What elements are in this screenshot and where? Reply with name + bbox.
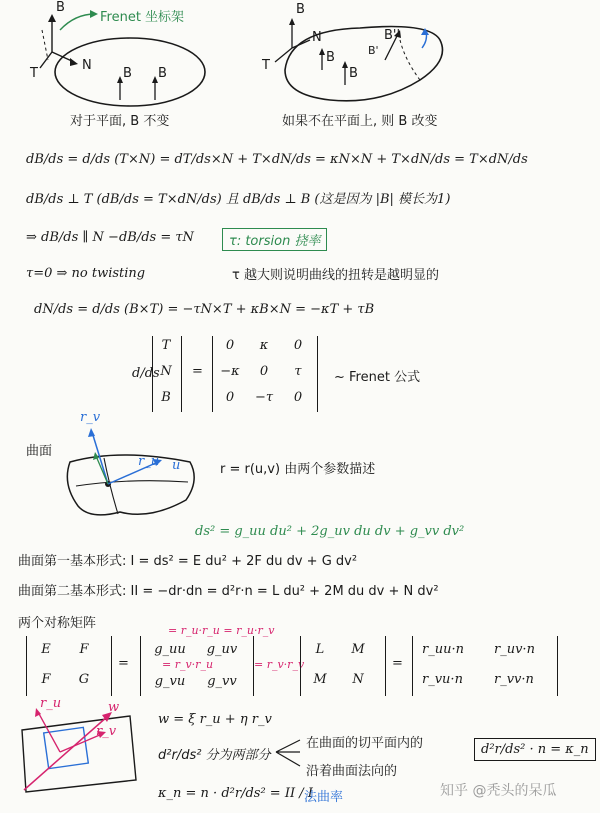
eq-db-perp: dB/ds ⊥ T (dB/ds = T×dN/ds) 且 dB/ds ⊥ B (这是因为 |B| 模长为1)	[26, 192, 451, 207]
normal-curvature-box: d²r/ds² · n = κ_n	[474, 738, 596, 761]
surface-u-label: u	[172, 458, 181, 473]
g-annot-side: = r_v·r_v	[254, 658, 305, 671]
g-annot-top: = r_u·r_u = r_u·r_v	[168, 624, 275, 637]
eq-db-ds: dB/ds = d/ds (T×N) = dT/ds×N + T×dN/ds = κN×N + T×dN/ds = T×dN/ds	[26, 152, 528, 167]
frenet-name: ~ Frenet 公式	[334, 370, 421, 385]
ds2-equation: ds² = g_uu du² + 2g_uv du dv + g_vv dv²	[195, 524, 465, 539]
rn-uv: r_uv·n	[494, 642, 535, 657]
first-fundamental-form: 曲面第一基本形式: I = ds² = E du² + 2F du dv + G dv²	[18, 554, 358, 569]
kn-equation: κ_n = n · d²r/ds² = II / I	[158, 786, 313, 801]
w-equation: w = ξ r_u + η r_v	[158, 712, 272, 727]
frenet-m-8: 0	[293, 390, 303, 405]
split-part-normal: 沿着曲面法向的	[306, 764, 398, 779]
vec-b-right-3: B	[349, 66, 358, 81]
g-annot-mid: = r_v·r_u	[162, 658, 214, 671]
surface-ru-label: r_u	[138, 454, 160, 469]
frenet-m-0: 0	[225, 338, 235, 353]
lmn-l: L	[315, 642, 325, 657]
d2r-split: d²r/ds² 分为两部分	[158, 748, 271, 763]
frenet-m-1: κ	[259, 338, 269, 353]
efg-g: G	[78, 672, 90, 687]
bottom-w-label: w	[108, 700, 120, 715]
frenet-d-ds: d/ds	[132, 366, 160, 381]
g-uu: g_uu	[154, 642, 186, 657]
rn-vu: r_vu·n	[422, 672, 463, 687]
surface-desc: r = r(u,v) 由两个参数描述	[220, 462, 376, 477]
g-vv: g_vv	[207, 674, 237, 689]
lmn-m2: M	[313, 672, 327, 687]
second-fundamental-form: 曲面第二基本形式: II = −dr·dn = d²r·n = L du² + 2M du dv + N dv²	[18, 584, 439, 599]
rn-vv: r_vv·n	[494, 672, 534, 687]
vec-t-right: T	[262, 58, 270, 73]
bottom-ru-label: r_u	[40, 696, 62, 711]
frenet-m-7: −τ	[254, 390, 274, 405]
vec-bp-label: B'	[368, 44, 379, 57]
frenet-m-5: τ	[294, 364, 302, 379]
kn-name: 法曲率	[304, 790, 344, 805]
two-symmetric-matrices: 两个对称矩阵	[18, 616, 97, 631]
g-vu: g_vu	[154, 674, 186, 689]
surface-rv-label: r_v	[80, 410, 101, 425]
split-part-tangent: 在曲面的切平面内的	[306, 736, 424, 751]
right-caption: 如果不在平面上, 则 B 改变	[282, 114, 438, 129]
vec-bpp-label: B''	[384, 28, 401, 43]
left-caption: 对于平面, B 不变	[70, 114, 170, 129]
vec-b-label: B	[56, 0, 65, 15]
watermark: 知乎 @秃头的呆瓜	[440, 783, 557, 799]
eq-db-parallel: ⇒ dB/ds ∥ N −dB/ds = τN	[26, 230, 194, 245]
vec-n-right: N	[312, 30, 322, 45]
vec-b-label-2: B	[123, 66, 132, 81]
eq-no-twisting: τ=0 ⇒ no twisting	[26, 266, 146, 281]
surface-title: 曲面	[26, 444, 53, 459]
efg-e: E	[41, 642, 51, 657]
efg-f2: F	[41, 672, 51, 687]
lmn-m1: M	[351, 642, 365, 657]
vec-b-right: B	[296, 2, 305, 17]
vec-t-label: T	[30, 66, 38, 81]
frenet-m-2: 0	[293, 338, 303, 353]
vec-b-right-2: B	[326, 50, 335, 65]
bottom-rv-label: r_v	[96, 724, 117, 739]
frenet-m-3: −κ	[220, 364, 240, 379]
vec-n-label: N	[82, 58, 92, 73]
lmn-n: N	[352, 672, 364, 687]
frenet-m-4: 0	[259, 364, 269, 379]
vec-b-label-3: B	[158, 66, 167, 81]
frenet-label: Frenet 坐标架	[100, 10, 185, 25]
torsion-box: τ: torsion 挠率	[222, 228, 327, 251]
frenet-vec-n: N	[160, 364, 172, 379]
torsion-meaning: τ 越大则说明曲线的扭转是越明显的	[232, 268, 439, 283]
efg-f1: F	[79, 642, 89, 657]
eq-dn-ds: dN/ds = d/ds (B×T) = −τN×T + κB×N = −κT + τB	[34, 302, 375, 317]
frenet-vec-b: B	[161, 390, 171, 405]
rn-uu: r_uu·n	[422, 642, 464, 657]
frenet-m-6: 0	[225, 390, 235, 405]
frenet-vec-t: T	[161, 338, 171, 353]
g-uv: g_uv	[206, 642, 238, 657]
